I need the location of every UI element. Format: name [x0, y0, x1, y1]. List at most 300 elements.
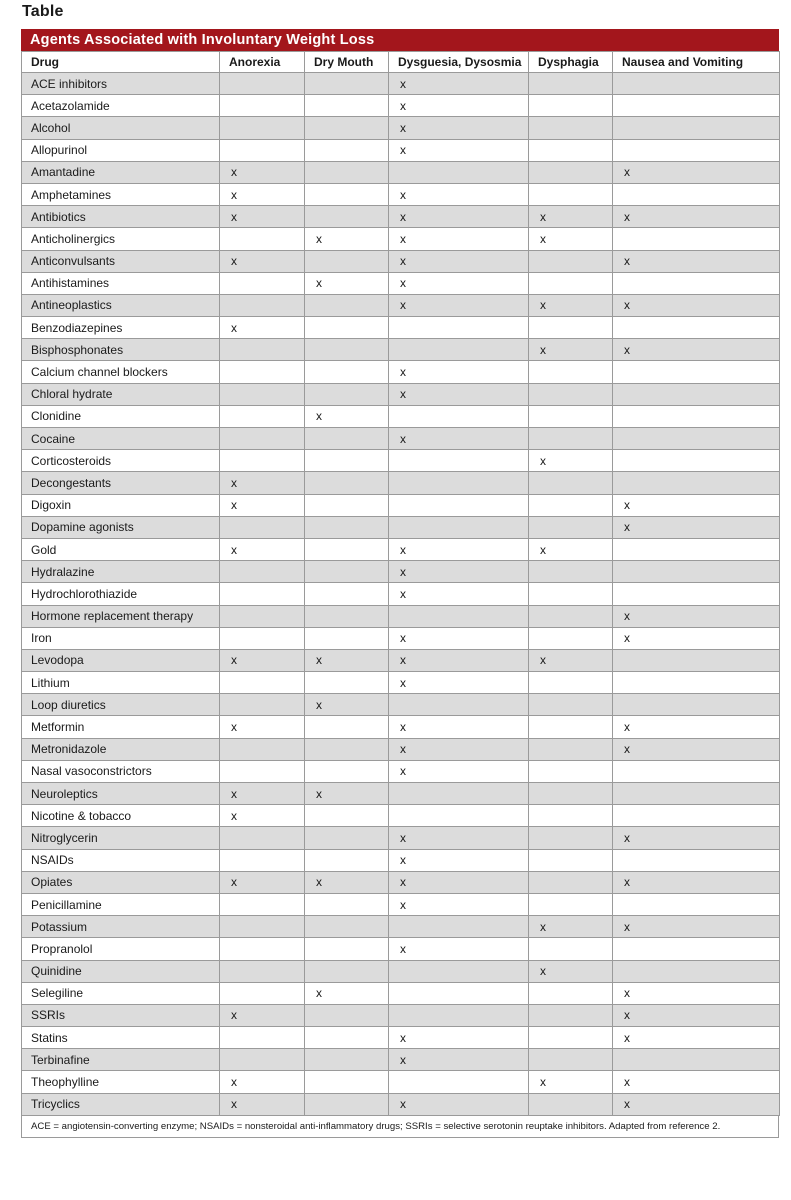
mark-cell-nausea	[613, 672, 780, 694]
mark-cell-dysphagia	[529, 250, 613, 272]
column-header-anorexia: Anorexia	[220, 52, 305, 73]
drug-name-cell: Penicillamine	[22, 893, 220, 915]
mark-cell-nausea	[613, 805, 780, 827]
drug-name-cell: Benzodiazepines	[22, 317, 220, 339]
drug-name-cell: Tricyclics	[22, 1093, 220, 1115]
mark-cell-dysguesia: x	[389, 672, 529, 694]
table-title: Agents Associated with Involuntary Weight Loss	[21, 29, 779, 51]
mark-cell-nausea: x	[613, 716, 780, 738]
drug-name-cell: Chloral hydrate	[22, 383, 220, 405]
mark-cell-dysphagia	[529, 95, 613, 117]
drug-name-cell: Hormone replacement therapy	[22, 605, 220, 627]
mark-cell-dysguesia: x	[389, 361, 529, 383]
mark-cell-nausea	[613, 117, 780, 139]
mark-cell-dry-mouth	[305, 538, 389, 560]
mark-cell-dysphagia	[529, 405, 613, 427]
table-row	[22, 871, 780, 893]
mark-cell-anorexia	[220, 849, 305, 871]
mark-cell-dry-mouth	[305, 1027, 389, 1049]
mark-cell-dry-mouth	[305, 361, 389, 383]
mark-cell-dysguesia	[389, 516, 529, 538]
table-row	[22, 1004, 780, 1026]
mark-cell-anorexia	[220, 605, 305, 627]
mark-cell-nausea	[613, 649, 780, 671]
drug-name-cell: Digoxin	[22, 494, 220, 516]
mark-cell-anorexia: x	[220, 494, 305, 516]
mark-cell-nausea	[613, 694, 780, 716]
mark-cell-nausea: x	[613, 161, 780, 183]
table-row	[22, 827, 780, 849]
mark-cell-anorexia	[220, 583, 305, 605]
mark-cell-dry-mouth: x	[305, 871, 389, 893]
mark-cell-anorexia	[220, 960, 305, 982]
drug-name-cell: Antineoplastics	[22, 294, 220, 316]
mark-cell-anorexia: x	[220, 1071, 305, 1093]
mark-cell-dysphagia: x	[529, 450, 613, 472]
mark-cell-dry-mouth	[305, 916, 389, 938]
mark-cell-dry-mouth	[305, 183, 389, 205]
mark-cell-anorexia	[220, 1049, 305, 1071]
mark-cell-nausea	[613, 183, 780, 205]
table-row	[22, 183, 780, 205]
mark-cell-dysguesia: x	[389, 649, 529, 671]
drug-name-cell: Corticosteroids	[22, 450, 220, 472]
mark-cell-anorexia: x	[220, 805, 305, 827]
mark-cell-dysphagia	[529, 516, 613, 538]
mark-cell-anorexia	[220, 672, 305, 694]
mark-cell-nausea	[613, 228, 780, 250]
table-row	[22, 760, 780, 782]
mark-cell-dysguesia	[389, 1071, 529, 1093]
mark-cell-dysguesia: x	[389, 938, 529, 960]
mark-cell-anorexia	[220, 405, 305, 427]
mark-cell-dry-mouth	[305, 250, 389, 272]
mark-cell-dysguesia: x	[389, 827, 529, 849]
mark-cell-dysguesia: x	[389, 627, 529, 649]
drug-name-cell: Amphetamines	[22, 183, 220, 205]
mark-cell-anorexia	[220, 339, 305, 361]
mark-cell-dysphagia	[529, 783, 613, 805]
drug-name-cell: Selegiline	[22, 982, 220, 1004]
mark-cell-dry-mouth	[305, 494, 389, 516]
mark-cell-nausea	[613, 317, 780, 339]
mark-cell-dysguesia: x	[389, 1027, 529, 1049]
mark-cell-dysphagia	[529, 760, 613, 782]
mark-cell-dysguesia	[389, 472, 529, 494]
mark-cell-nausea: x	[613, 627, 780, 649]
table-row	[22, 405, 780, 427]
mark-cell-anorexia	[220, 893, 305, 915]
drug-name-cell: NSAIDs	[22, 849, 220, 871]
table-row	[22, 960, 780, 982]
table-row	[22, 161, 780, 183]
table-row	[22, 627, 780, 649]
mark-cell-anorexia	[220, 95, 305, 117]
mark-cell-dysphagia	[529, 583, 613, 605]
drug-name-cell: Bisphosphonates	[22, 339, 220, 361]
mark-cell-nausea: x	[613, 516, 780, 538]
table-row	[22, 383, 780, 405]
mark-cell-nausea	[613, 450, 780, 472]
mark-cell-dry-mouth	[305, 294, 389, 316]
mark-cell-dry-mouth	[305, 627, 389, 649]
table-row	[22, 938, 780, 960]
mark-cell-dry-mouth	[305, 428, 389, 450]
table-row	[22, 583, 780, 605]
mark-cell-dysguesia	[389, 694, 529, 716]
column-header-dysphagia: Dysphagia	[529, 52, 613, 73]
mark-cell-dysguesia: x	[389, 893, 529, 915]
drug-name-cell: Lithium	[22, 672, 220, 694]
mark-cell-dysguesia	[389, 405, 529, 427]
table-footnote: ACE = angiotensin-converting enzyme; NSAIDs = nonsteroidal anti-inflammatory drugs; SSRIs = selective serotonin reuptake inhibitors. Adapted from reference 2.	[21, 1116, 779, 1138]
table-row	[22, 516, 780, 538]
mark-cell-dry-mouth	[305, 1049, 389, 1071]
drug-name-cell: Quinidine	[22, 960, 220, 982]
mark-cell-dry-mouth: x	[305, 783, 389, 805]
mark-cell-nausea: x	[613, 250, 780, 272]
table-row	[22, 250, 780, 272]
table-row	[22, 294, 780, 316]
drug-name-cell: Anticonvulsants	[22, 250, 220, 272]
mark-cell-dysphagia	[529, 73, 613, 95]
mark-cell-dysphagia	[529, 139, 613, 161]
drug-name-cell: Allopurinol	[22, 139, 220, 161]
drug-name-cell: Hydrochlorothiazide	[22, 583, 220, 605]
mark-cell-anorexia	[220, 294, 305, 316]
table-row	[22, 73, 780, 95]
mark-cell-dysguesia	[389, 783, 529, 805]
mark-cell-dry-mouth	[305, 117, 389, 139]
drug-name-cell: Neuroleptics	[22, 783, 220, 805]
mark-cell-dysphagia: x	[529, 339, 613, 361]
mark-cell-nausea	[613, 849, 780, 871]
mark-cell-dysphagia	[529, 183, 613, 205]
mark-cell-dysphagia	[529, 361, 613, 383]
table-row	[22, 738, 780, 760]
mark-cell-dry-mouth	[305, 583, 389, 605]
mark-cell-nausea: x	[613, 206, 780, 228]
mark-cell-dysphagia: x	[529, 294, 613, 316]
mark-cell-anorexia: x	[220, 871, 305, 893]
drug-name-cell: ACE inhibitors	[22, 73, 220, 95]
mark-cell-anorexia: x	[220, 250, 305, 272]
mark-cell-dysguesia: x	[389, 250, 529, 272]
mark-cell-dysphagia: x	[529, 649, 613, 671]
mark-cell-nausea	[613, 272, 780, 294]
mark-cell-dysphagia	[529, 317, 613, 339]
mark-cell-nausea	[613, 383, 780, 405]
mark-cell-dysguesia: x	[389, 538, 529, 560]
mark-cell-anorexia	[220, 916, 305, 938]
mark-cell-nausea	[613, 1049, 780, 1071]
table-row	[22, 716, 780, 738]
mark-cell-dry-mouth	[305, 672, 389, 694]
mark-cell-nausea	[613, 95, 780, 117]
mark-cell-nausea: x	[613, 605, 780, 627]
mark-cell-dysguesia: x	[389, 871, 529, 893]
mark-cell-nausea: x	[613, 1071, 780, 1093]
mark-cell-dysphagia	[529, 494, 613, 516]
mark-cell-dysguesia: x	[389, 849, 529, 871]
mark-cell-dysguesia	[389, 960, 529, 982]
mark-cell-dysguesia: x	[389, 1049, 529, 1071]
mark-cell-nausea: x	[613, 1004, 780, 1026]
mark-cell-nausea	[613, 893, 780, 915]
mark-cell-dysguesia	[389, 1004, 529, 1026]
mark-cell-dry-mouth	[305, 738, 389, 760]
mark-cell-dysphagia: x	[529, 1071, 613, 1093]
mark-cell-dysguesia: x	[389, 117, 529, 139]
mark-cell-dysguesia: x	[389, 206, 529, 228]
mark-cell-dry-mouth	[305, 339, 389, 361]
drug-name-cell: Nicotine & tobacco	[22, 805, 220, 827]
table-row	[22, 228, 780, 250]
drug-name-cell: Nitroglycerin	[22, 827, 220, 849]
mark-cell-dry-mouth	[305, 849, 389, 871]
mark-cell-dry-mouth	[305, 893, 389, 915]
drug-name-cell: Cocaine	[22, 428, 220, 450]
weight-loss-agents-table	[21, 29, 779, 1138]
mark-cell-dysphagia	[529, 161, 613, 183]
table-body	[22, 73, 780, 1116]
mark-cell-dysguesia: x	[389, 383, 529, 405]
mark-cell-nausea: x	[613, 339, 780, 361]
mark-cell-dysguesia: x	[389, 738, 529, 760]
drug-name-cell: Hydralazine	[22, 561, 220, 583]
mark-cell-anorexia: x	[220, 317, 305, 339]
table-row	[22, 916, 780, 938]
table-row	[22, 339, 780, 361]
mark-cell-dysguesia	[389, 317, 529, 339]
mark-cell-dry-mouth	[305, 206, 389, 228]
mark-cell-dysphagia	[529, 672, 613, 694]
mark-cell-dry-mouth	[305, 516, 389, 538]
column-header-dry-mouth: Dry Mouth	[305, 52, 389, 73]
drug-name-cell: Antibiotics	[22, 206, 220, 228]
drug-name-cell: Opiates	[22, 871, 220, 893]
mark-cell-anorexia	[220, 383, 305, 405]
mark-cell-anorexia	[220, 760, 305, 782]
mark-cell-dysphagia	[529, 805, 613, 827]
mark-cell-dysphagia	[529, 472, 613, 494]
mark-cell-dry-mouth: x	[305, 228, 389, 250]
table-row	[22, 317, 780, 339]
table-label: Table	[22, 3, 64, 20]
mark-cell-anorexia	[220, 827, 305, 849]
mark-cell-nausea: x	[613, 916, 780, 938]
mark-cell-anorexia: x	[220, 716, 305, 738]
mark-cell-dry-mouth	[305, 827, 389, 849]
mark-cell-anorexia	[220, 117, 305, 139]
table-row	[22, 893, 780, 915]
mark-cell-dry-mouth	[305, 605, 389, 627]
mark-cell-dysphagia	[529, 982, 613, 1004]
table-row	[22, 982, 780, 1004]
drug-name-cell: Antihistamines	[22, 272, 220, 294]
column-header-nausea: Nausea and Vomiting	[613, 52, 780, 73]
table-row	[22, 805, 780, 827]
mark-cell-anorexia	[220, 272, 305, 294]
mark-cell-dry-mouth: x	[305, 982, 389, 1004]
mark-cell-dysphagia	[529, 849, 613, 871]
table-row	[22, 538, 780, 560]
mark-cell-dry-mouth	[305, 317, 389, 339]
mark-cell-dysguesia	[389, 494, 529, 516]
mark-cell-anorexia	[220, 738, 305, 760]
mark-cell-nausea: x	[613, 1093, 780, 1115]
mark-cell-nausea	[613, 783, 780, 805]
mark-cell-dysguesia	[389, 161, 529, 183]
mark-cell-dry-mouth	[305, 450, 389, 472]
mark-cell-dry-mouth	[305, 383, 389, 405]
mark-cell-dry-mouth	[305, 561, 389, 583]
mark-cell-dry-mouth	[305, 960, 389, 982]
mark-cell-dry-mouth: x	[305, 694, 389, 716]
mark-cell-anorexia: x	[220, 649, 305, 671]
mark-cell-anorexia: x	[220, 183, 305, 205]
mark-cell-dysguesia	[389, 605, 529, 627]
drug-name-cell: Anticholinergics	[22, 228, 220, 250]
drug-name-cell: Levodopa	[22, 649, 220, 671]
mark-cell-dry-mouth: x	[305, 272, 389, 294]
table-row	[22, 272, 780, 294]
mark-cell-nausea	[613, 472, 780, 494]
table-row	[22, 1027, 780, 1049]
table-row	[22, 1071, 780, 1093]
mark-cell-anorexia	[220, 450, 305, 472]
mark-cell-dysguesia	[389, 450, 529, 472]
mark-cell-nausea: x	[613, 982, 780, 1004]
header-row	[22, 52, 780, 73]
mark-cell-dry-mouth	[305, 938, 389, 960]
mark-cell-dysphagia	[529, 716, 613, 738]
mark-cell-anorexia	[220, 428, 305, 450]
mark-cell-dysguesia: x	[389, 583, 529, 605]
mark-cell-dysguesia: x	[389, 139, 529, 161]
table-row	[22, 361, 780, 383]
mark-cell-dry-mouth	[305, 1004, 389, 1026]
table-row	[22, 1049, 780, 1071]
mark-cell-dysguesia: x	[389, 95, 529, 117]
drug-name-cell: Propranolol	[22, 938, 220, 960]
mark-cell-nausea	[613, 583, 780, 605]
mark-cell-dysphagia	[529, 272, 613, 294]
mark-cell-nausea	[613, 760, 780, 782]
drug-name-cell: Alcohol	[22, 117, 220, 139]
mark-cell-dry-mouth: x	[305, 649, 389, 671]
mark-cell-anorexia	[220, 73, 305, 95]
mark-cell-nausea	[613, 73, 780, 95]
table-row	[22, 783, 780, 805]
table-row	[22, 694, 780, 716]
mark-cell-dry-mouth	[305, 139, 389, 161]
mark-cell-dysphagia	[529, 827, 613, 849]
mark-cell-anorexia	[220, 139, 305, 161]
table-row	[22, 450, 780, 472]
table-row	[22, 494, 780, 516]
table-row	[22, 472, 780, 494]
table-row	[22, 139, 780, 161]
mark-cell-dysguesia: x	[389, 760, 529, 782]
mark-cell-dysphagia	[529, 1049, 613, 1071]
mark-cell-dysguesia: x	[389, 716, 529, 738]
table-row	[22, 649, 780, 671]
mark-cell-nausea: x	[613, 294, 780, 316]
mark-cell-dysguesia	[389, 805, 529, 827]
mark-cell-nausea	[613, 938, 780, 960]
mark-cell-dysphagia	[529, 938, 613, 960]
mark-cell-anorexia: x	[220, 472, 305, 494]
mark-cell-dysphagia: x	[529, 960, 613, 982]
mark-cell-dry-mouth	[305, 760, 389, 782]
mark-cell-nausea	[613, 561, 780, 583]
drug-name-cell: Terbinafine	[22, 1049, 220, 1071]
mark-cell-dry-mouth	[305, 95, 389, 117]
table-row	[22, 117, 780, 139]
mark-cell-dysphagia	[529, 561, 613, 583]
table-row	[22, 1093, 780, 1115]
drug-name-cell: SSRIs	[22, 1004, 220, 1026]
mark-cell-nausea	[613, 361, 780, 383]
mark-cell-dry-mouth	[305, 472, 389, 494]
mark-cell-dysphagia	[529, 738, 613, 760]
mark-cell-nausea: x	[613, 738, 780, 760]
mark-cell-dysphagia: x	[529, 206, 613, 228]
mark-cell-anorexia	[220, 982, 305, 1004]
mark-cell-dysphagia	[529, 605, 613, 627]
mark-cell-dysphagia: x	[529, 538, 613, 560]
mark-cell-dysguesia: x	[389, 1093, 529, 1115]
mark-cell-anorexia	[220, 627, 305, 649]
mark-cell-nausea	[613, 538, 780, 560]
mark-cell-dysguesia: x	[389, 228, 529, 250]
mark-cell-anorexia	[220, 694, 305, 716]
drug-name-cell: Nasal vasoconstrictors	[22, 760, 220, 782]
drug-name-cell: Iron	[22, 627, 220, 649]
drug-name-cell: Potassium	[22, 916, 220, 938]
mark-cell-dysguesia: x	[389, 272, 529, 294]
column-header-dysguesia: Dysguesia, Dysosmia	[389, 52, 529, 73]
mark-cell-dysguesia	[389, 982, 529, 1004]
mark-cell-dysphagia	[529, 627, 613, 649]
mark-cell-anorexia	[220, 516, 305, 538]
mark-cell-dry-mouth	[305, 73, 389, 95]
mark-cell-nausea: x	[613, 1027, 780, 1049]
table-row	[22, 605, 780, 627]
mark-cell-anorexia	[220, 938, 305, 960]
mark-cell-dry-mouth	[305, 805, 389, 827]
mark-cell-dry-mouth	[305, 1071, 389, 1093]
mark-cell-nausea: x	[613, 871, 780, 893]
mark-cell-dysphagia	[529, 893, 613, 915]
mark-cell-dry-mouth	[305, 1093, 389, 1115]
table-row	[22, 95, 780, 117]
mark-cell-dry-mouth: x	[305, 405, 389, 427]
drug-name-cell: Gold	[22, 538, 220, 560]
column-header-drug: Drug	[22, 52, 220, 73]
mark-cell-nausea	[613, 405, 780, 427]
agents-table	[21, 51, 780, 1116]
mark-cell-dysphagia	[529, 1027, 613, 1049]
mark-cell-dysphagia: x	[529, 228, 613, 250]
mark-cell-dysguesia	[389, 339, 529, 361]
drug-name-cell: Amantadine	[22, 161, 220, 183]
mark-cell-anorexia: x	[220, 1093, 305, 1115]
drug-name-cell: Metformin	[22, 716, 220, 738]
mark-cell-anorexia	[220, 1027, 305, 1049]
table-row	[22, 561, 780, 583]
